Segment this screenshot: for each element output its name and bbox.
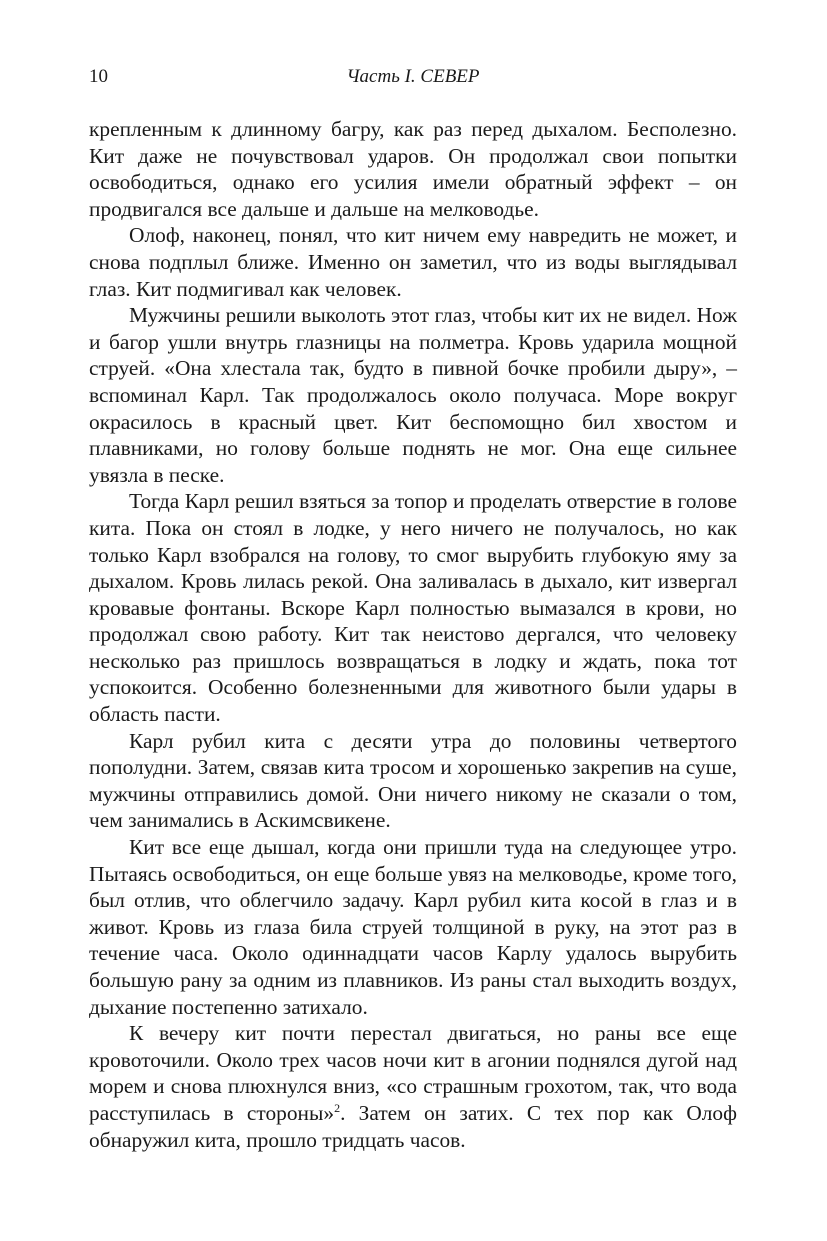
- paragraph-3: Мужчины решили выколоть этот глаз, чтобы кит их не видел. Нож и багор ушли внутрь глазницы на полметра. Кровь ударила мощной струей. «Она хлестала так, будто в пивной бочке пробили дыру», – вспоминал Карл. Так продолжалось около получаса. Море вокруг окрасилось в красный цвет. Кит беспомощно бил хвостом и плавниками, но голову больше поднять не мог. Она еще сильнее увязла в песке.: [89, 303, 737, 487]
- running-head: Часть I. СЕВЕР: [346, 66, 480, 87]
- paragraph-5: Карл рубил кита с десяти утра до половины четвертого пополудни. Затем, связав кита тросом и хорошенько закрепив на суше, мужчины отправились домой. Они ничего никому не сказали о том, чем занимались в Аскимсвикене.: [89, 728, 737, 833]
- page-header: [89, 66, 737, 96]
- paragraph-7-text: К вечеру кит почти перестал двигаться, но раны все еще кровоточили. Около трех часов ночи кит в агонии поднялся дугой над морем и снова плюхнулся вниз, «со страшным грохотом, так, что вода расступилась в стороны»: [89, 1021, 737, 1125]
- page-number: 10: [89, 66, 108, 87]
- paragraph-7: [89, 1020, 737, 1153]
- footnote-reference[interactable]: 2: [334, 1100, 341, 1115]
- body-text: [89, 116, 737, 1153]
- paragraph-6: Кит все еще дышал, когда они пришли туда на следующее утро. Пытаясь освободиться, он еще больше увяз на мелководье, кроме того, был отлив, что облегчило задачу. Карл рубил кита косой в глаз и в живот. Кровь из глаза била струей толщиной в руку, на этот раз в течение часа. Около одиннадцати часов Карлу удалось вырубить большую рану за одним из плавников. Из раны стал выходить воздух, дыхание постепенно затихало.: [89, 835, 737, 1019]
- paragraph-1: крепленным к длинному багру, как раз перед дыхалом. Бесполезно. Кит даже не почувствовал ударов. Он продолжал свои попытки освободиться, однако его усилия имели обратный эффект – он продвигался все дальше и дальше на мелководье.: [89, 117, 737, 221]
- paragraph-2: Олоф, наконец, понял, что кит ничем ему навредить не может, и снова подплыл ближе. Именно он заметил, что из воды выглядывал глаз. Кит подмигивал как человек.: [89, 223, 737, 301]
- paragraph-7-text-end: . Затем он затих. С тех пор как Олоф обнаружил кита, прошло тридцать часов.: [89, 1100, 737, 1152]
- paragraph-4: Тогда Карл решил взяться за топор и проделать отверстие в голове кита. Пока он стоял в лодке, у него ничего не получалось, но как только Карл взобрался на голову, то смог вырубить глубокую яму за дыхалом. Кровь лилась рекой. Она заливалась в дыхало, кит извергал кровавые фонтаны. Вскоре Карл полностью вымазался в крови, но продолжал свою работу. Кит так неистово дергался, что человеку несколько раз пришлось возвращаться в лодку и ждать, пока тот успокоится. Особенно болезненными для животного были удары в область пасти.: [89, 489, 737, 727]
